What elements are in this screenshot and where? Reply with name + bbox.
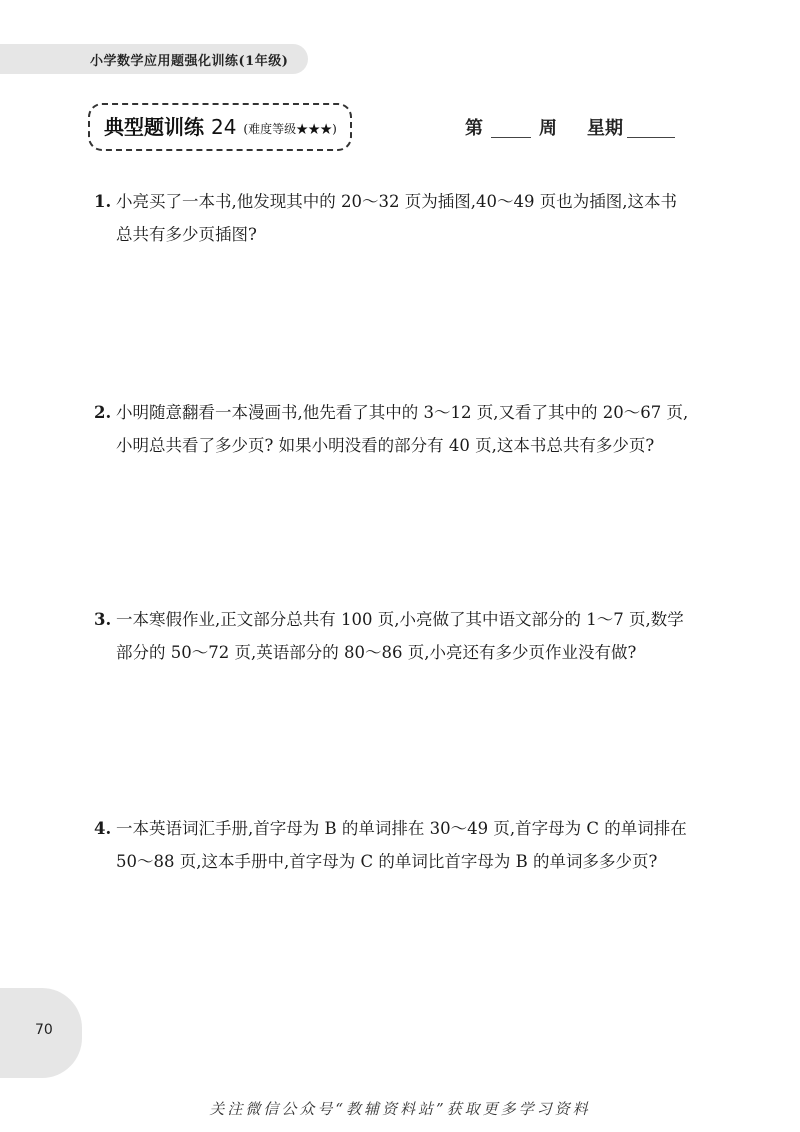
question-line-2: 50～88 页,这本手册中,首字母为 C 的单词比首字母为 B 的单词多多少页? <box>116 852 658 871</box>
footer-note: 关注微信公众号“教辅资料站”获取更多学习资料 <box>209 1100 591 1118</box>
question-line-1 <box>94 812 734 845</box>
section-title <box>104 111 337 140</box>
question-number: 3. <box>94 610 112 629</box>
question-line-1 <box>94 603 734 636</box>
week-label-1: 第 <box>465 118 483 139</box>
question-number: 2. <box>94 403 112 422</box>
difficulty-label: (难度等级★★★) <box>243 122 337 136</box>
week-fill-in <box>465 114 675 140</box>
question-line-2: 小明总共看了多少页? 如果小明没看的部分有 40 页,这本书总共有多少页? <box>116 436 655 455</box>
question-text: 小亮买了一本书,他发现其中的 20～32 页为插图,40～49 页也为插图,这本书 <box>116 192 677 211</box>
question-line-2: 部分的 50～72 页,英语部分的 80～86 页,小亮还有多少页作业没有做? <box>116 643 637 662</box>
question-2 <box>94 396 734 462</box>
question-1 <box>94 185 734 251</box>
section-title-prefix: 典型题训练 <box>104 115 204 139</box>
question-line-1 <box>94 396 734 429</box>
section-title-number: 24 <box>210 115 237 139</box>
question-text: 一本英语词汇手册,首字母为 B 的单词排在 30～49 页,首字母为 C 的单词排在 <box>116 819 687 838</box>
book-title: 小学数学应用题强化训练(1年级) <box>90 54 289 69</box>
question-text: 小明随意翻看一本漫画书,他先看了其中的 3～12 页,又看了其中的 20～67 页, <box>116 403 689 422</box>
question-4 <box>94 812 734 878</box>
question-number: 1. <box>94 192 112 211</box>
page-number: 70 <box>35 1022 53 1038</box>
question-text: 一本寒假作业,正文部分总共有 100 页,小亮做了其中语文部分的 1～7 页,数学 <box>116 610 684 629</box>
question-number: 4. <box>94 819 112 838</box>
week-label-2: 周 <box>539 118 557 139</box>
question-line-1 <box>94 185 734 218</box>
week-blank <box>491 121 531 138</box>
weekday-blank <box>627 121 675 138</box>
question-3 <box>94 603 734 669</box>
question-line-2: 总共有多少页插图? <box>116 225 257 244</box>
weekday-label: 星期 <box>587 118 623 139</box>
